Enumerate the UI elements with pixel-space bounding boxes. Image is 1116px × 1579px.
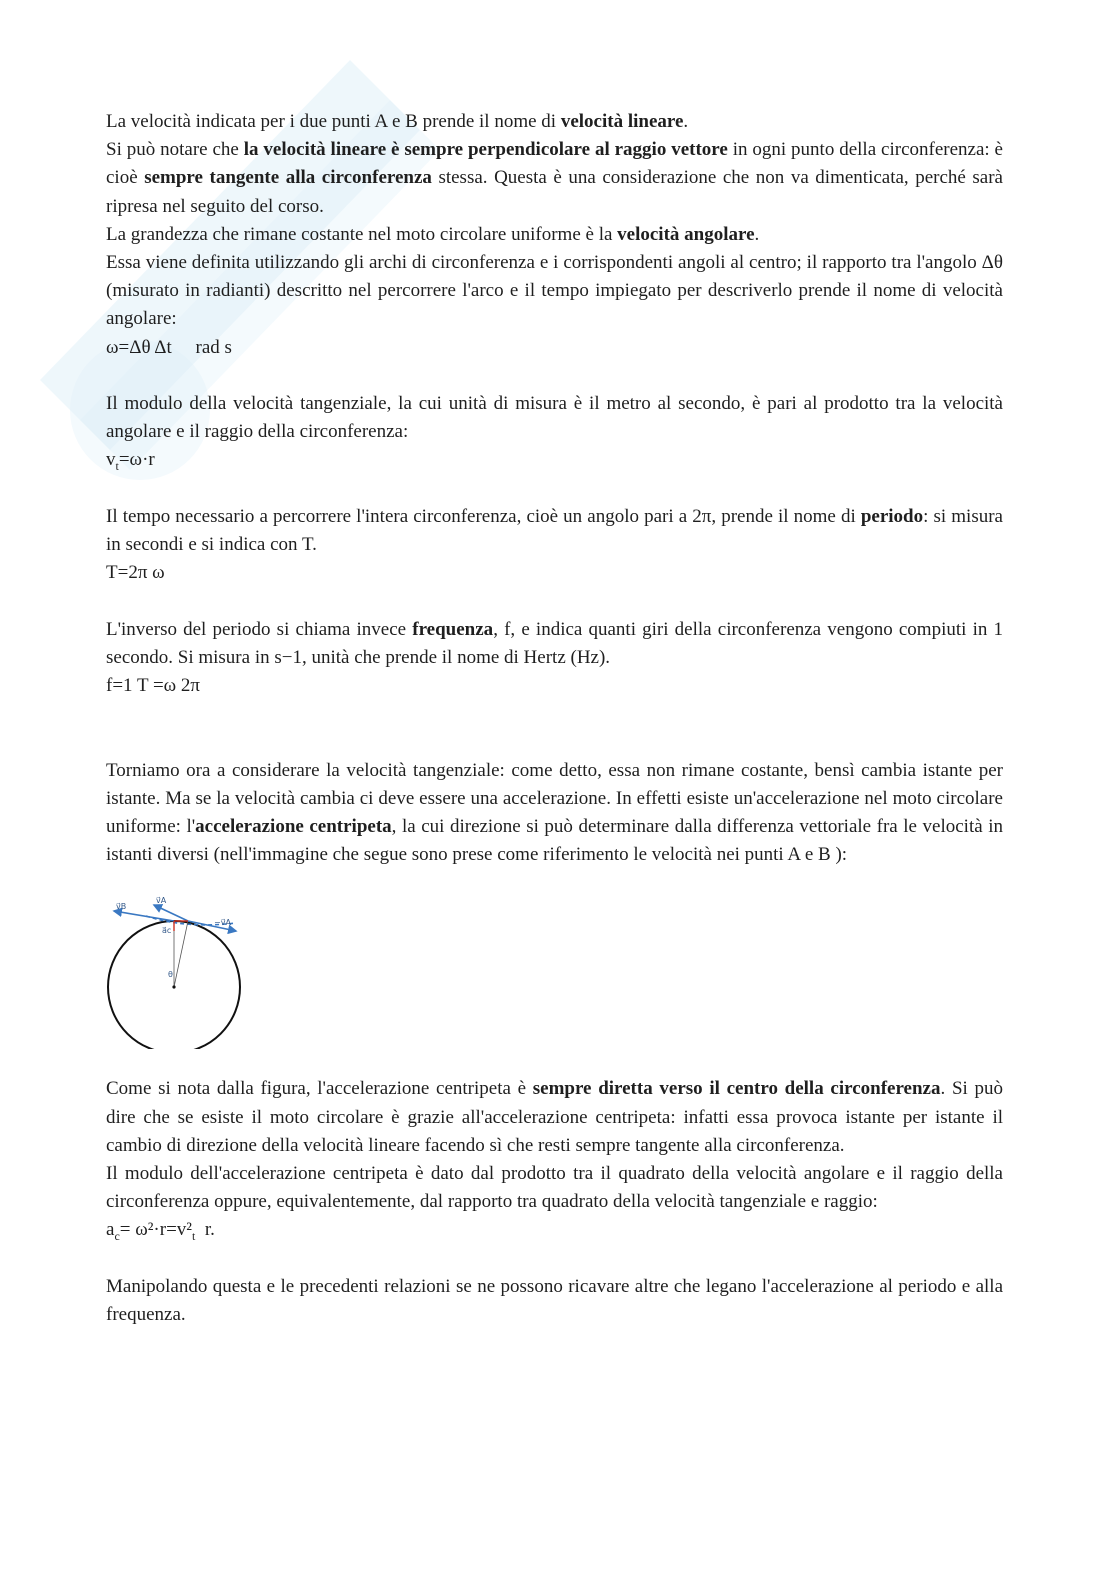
document-page	[106, 108, 1003, 1329]
bold-term: velocità lineare	[560, 111, 684, 132]
paragraph-tangent	[106, 136, 1003, 221]
formula-vt	[106, 446, 1003, 474]
label-ac: a⃗c	[162, 926, 172, 936]
formula-omega: ω=Δθ Δt rad s	[106, 336, 232, 358]
circular-motion-figure	[106, 889, 1003, 1049]
text: .	[683, 111, 689, 132]
text: , la cui direzione si può determinare dalla differenza vettoriale fra le velocità in istanti diversi (nell'immagine che segue sono prese come riferimento le velocità nei punti A e B ):	[106, 816, 1003, 866]
bold-term: periodo	[860, 505, 924, 527]
formula-ac	[106, 1216, 1003, 1244]
text: .	[754, 223, 760, 245]
vector-vB	[114, 911, 174, 921]
paragraph-definition: Essa viene definita utilizzando gli archi di circonferenza e i corrispondenti angoli al centro; il rapporto tra l'angolo Δθ (misurato in radianti) descritto nel percorrere l'arco e il tempo impiegato per descriverlo prende il nome di velocità angolare:	[106, 252, 1003, 330]
bold-term: sempre tangente alla circonferenza	[144, 167, 432, 189]
subscript: t	[115, 459, 119, 474]
text: Torniamo ora a considerare la velocità tangenziale: come detto, essa non rimane costante, bensì cambia istante per istante. Ma se la velocità cambia ci deve essere una accelerazione. In effetti esiste un'accelerazione nel moto circolare uniforme: l'	[106, 759, 1003, 838]
paragraph-angular-velocity	[106, 221, 1003, 249]
text: . Si può dire che se esiste il moto circolare è grazie all'accelerazione centripeta: infatti essa provoca istante per istante il cambio di direzione della velocità lineare facendo sì che resti sempre tangente alla circonferenza.	[106, 1078, 1003, 1156]
circle-diagram	[106, 889, 256, 1049]
paragraph-conclusion: Manipolando questa e le precedenti relazioni se ne possono ricavare altre che legano l'accelerazione al periodo e alla frequenza.	[106, 1275, 1003, 1326]
text: = ω²·r=v²	[119, 1219, 192, 1241]
text: r.	[195, 1219, 215, 1241]
formula-period: T=2π ω	[106, 562, 165, 584]
text: =ω·r	[118, 449, 155, 471]
label-minus-vA: −v⃗A	[214, 918, 231, 928]
formula-frequency: f=1 T =ω 2π	[106, 675, 201, 697]
paragraph-centripetal-intro	[106, 757, 1003, 870]
paragraph-frequency	[106, 616, 1003, 672]
bold-term: velocità angolare	[617, 223, 755, 245]
text: : si misura in secondi e si indica con T.	[106, 505, 1003, 556]
bold-term: la velocità lineare è sempre perpendicolare al raggio vettore	[243, 139, 728, 161]
paragraph-centripetal-direction	[106, 1075, 1003, 1160]
text: La velocità indicata per i due punti A e B prende il nome di	[106, 111, 561, 132]
subscript: c	[114, 1229, 120, 1244]
text: stessa. Questa è una considerazione che non va dimenticata, perché sarà ripresa nel seguito del corso.	[106, 167, 1003, 217]
paragraph-linear-velocity	[106, 108, 1003, 136]
text: v	[106, 449, 116, 471]
center-point	[172, 986, 175, 989]
paragraph-centripetal-modulus: Il modulo dell'accelerazione centripeta è dato dal prodotto tra il quadrato della velocità angolare e il raggio della circonferenza oppure, equivalentemente, dal rapporto tra quadrato della velocità tangenziale e raggio:	[106, 1163, 1003, 1213]
text: La grandezza che rimane costante nel moto circolare uniforme è la	[106, 223, 618, 245]
paragraph-period	[106, 503, 1003, 559]
text: Si può notare che	[106, 139, 244, 161]
paragraph-tangential-velocity: Il modulo della velocità tangenziale, la cui unità di misura è il metro al secondo, è pari al prodotto tra la velocità angolare e il raggio della circonferenza:	[106, 393, 1003, 443]
subscript: t	[192, 1229, 196, 1244]
radius-b	[174, 921, 188, 987]
text: Come si nota dalla figura, l'accelerazione centripeta è	[106, 1078, 533, 1100]
label-vA: v⃗A	[156, 896, 167, 906]
bold-term: accelerazione centripeta	[195, 816, 392, 838]
text: in ogni punto della circonferenza: è cioè	[106, 139, 1003, 189]
bold-term: frequenza	[412, 618, 494, 640]
text: a	[106, 1219, 115, 1241]
text: , f, e indica quanti giri della circonferenza vengono compiuti in 1 secondo. Si misura in s−1, unità che prende il nome di Hertz (Hz).	[106, 618, 1003, 668]
label-theta: θ	[168, 970, 173, 980]
text: Il tempo necessario a percorrere l'intera circonferenza, cioè un angolo pari a 2π, prende il nome di	[106, 505, 861, 527]
bold-term: sempre diretta verso il centro della circonferenza	[532, 1078, 941, 1100]
label-vB: v⃗B	[116, 902, 127, 912]
text: L'inverso del periodo si chiama invece	[106, 618, 413, 640]
